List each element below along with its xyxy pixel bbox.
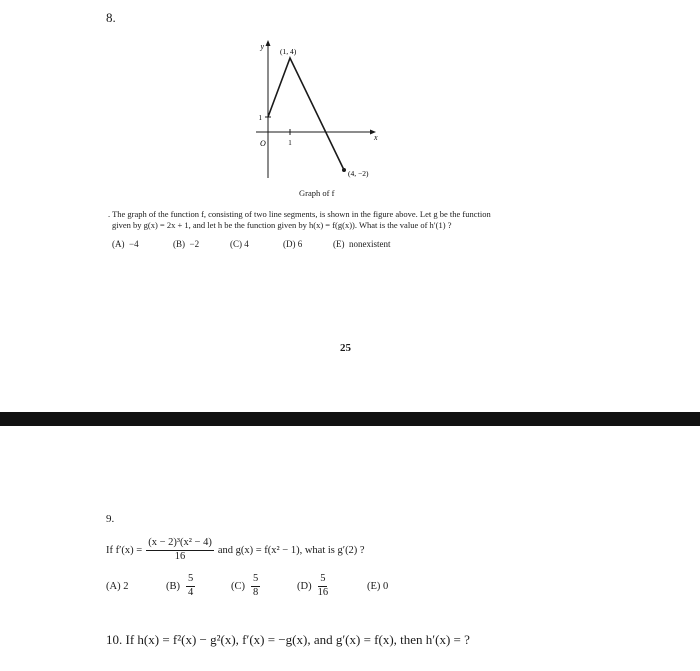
choice-9a: (A) 2	[106, 581, 129, 592]
point-4-neg2-label: (4, −2)	[348, 169, 369, 178]
problem-9-fraction	[146, 538, 214, 562]
origin-label: O	[260, 139, 266, 148]
fraction-denominator: 16	[174, 550, 186, 562]
choice-8b: (B) −2	[173, 239, 200, 249]
y-tick-label: 1	[258, 114, 262, 122]
choice-8a: (A) −4	[112, 239, 139, 249]
choice-9b: (B) $\frac{5}{4}$	[166, 573, 194, 598]
y-axis-label: y	[260, 42, 264, 51]
problem-9-statement	[106, 538, 365, 562]
page-divider	[0, 412, 700, 426]
graph-caption: Graph of f	[299, 188, 335, 198]
question-8-number: 8.	[106, 10, 116, 25]
choice-8e: (E) nonexistent	[333, 239, 391, 249]
x-axis-label: x	[374, 133, 378, 142]
choice-9c: (C) $\frac{5}{8}$	[231, 573, 259, 598]
problem-9-rest-text: and g(x) = f(x² − 1), what is g′(2) ?	[217, 544, 365, 556]
choice-9d: (D) $\frac{5}{16}$	[297, 573, 329, 598]
x-tick-label: 1	[288, 139, 292, 147]
graph-of-f	[250, 36, 400, 186]
question-10-text: If h(x) = f²(x) − g²(x), f′(x) = −g(x), and g′(x) = f(x), then h′(x) = ?	[125, 632, 470, 647]
question-9-number: 9.	[106, 513, 115, 525]
problem-8-line-2: given by g(x) = 2x + 1, and let h be the function given by h(x) = f(g(x)). What is the value of h′(1) ?	[112, 220, 452, 230]
choice-8c: (C) 4	[230, 239, 249, 249]
fraction-numerator: (x − 2)³(x² − 4)	[146, 538, 214, 551]
choice-9e: (E) 0	[367, 581, 389, 592]
question-10	[106, 632, 470, 648]
endpoint-dot	[342, 168, 346, 172]
function-f-line	[268, 58, 344, 170]
problem-9-if-text: If f′(x) =	[106, 544, 143, 556]
page-number: 25	[340, 342, 351, 354]
choice-8d: (D) 6	[283, 239, 303, 249]
y-axis-arrow-icon	[266, 40, 271, 46]
point-1-4-label: (1, 4)	[280, 47, 297, 56]
question-10-number: 10.	[106, 632, 123, 647]
problem-8-line-1: . The graph of the function f, consisting of two line segments, is shown in the figure above. Let g be the function	[108, 209, 491, 219]
